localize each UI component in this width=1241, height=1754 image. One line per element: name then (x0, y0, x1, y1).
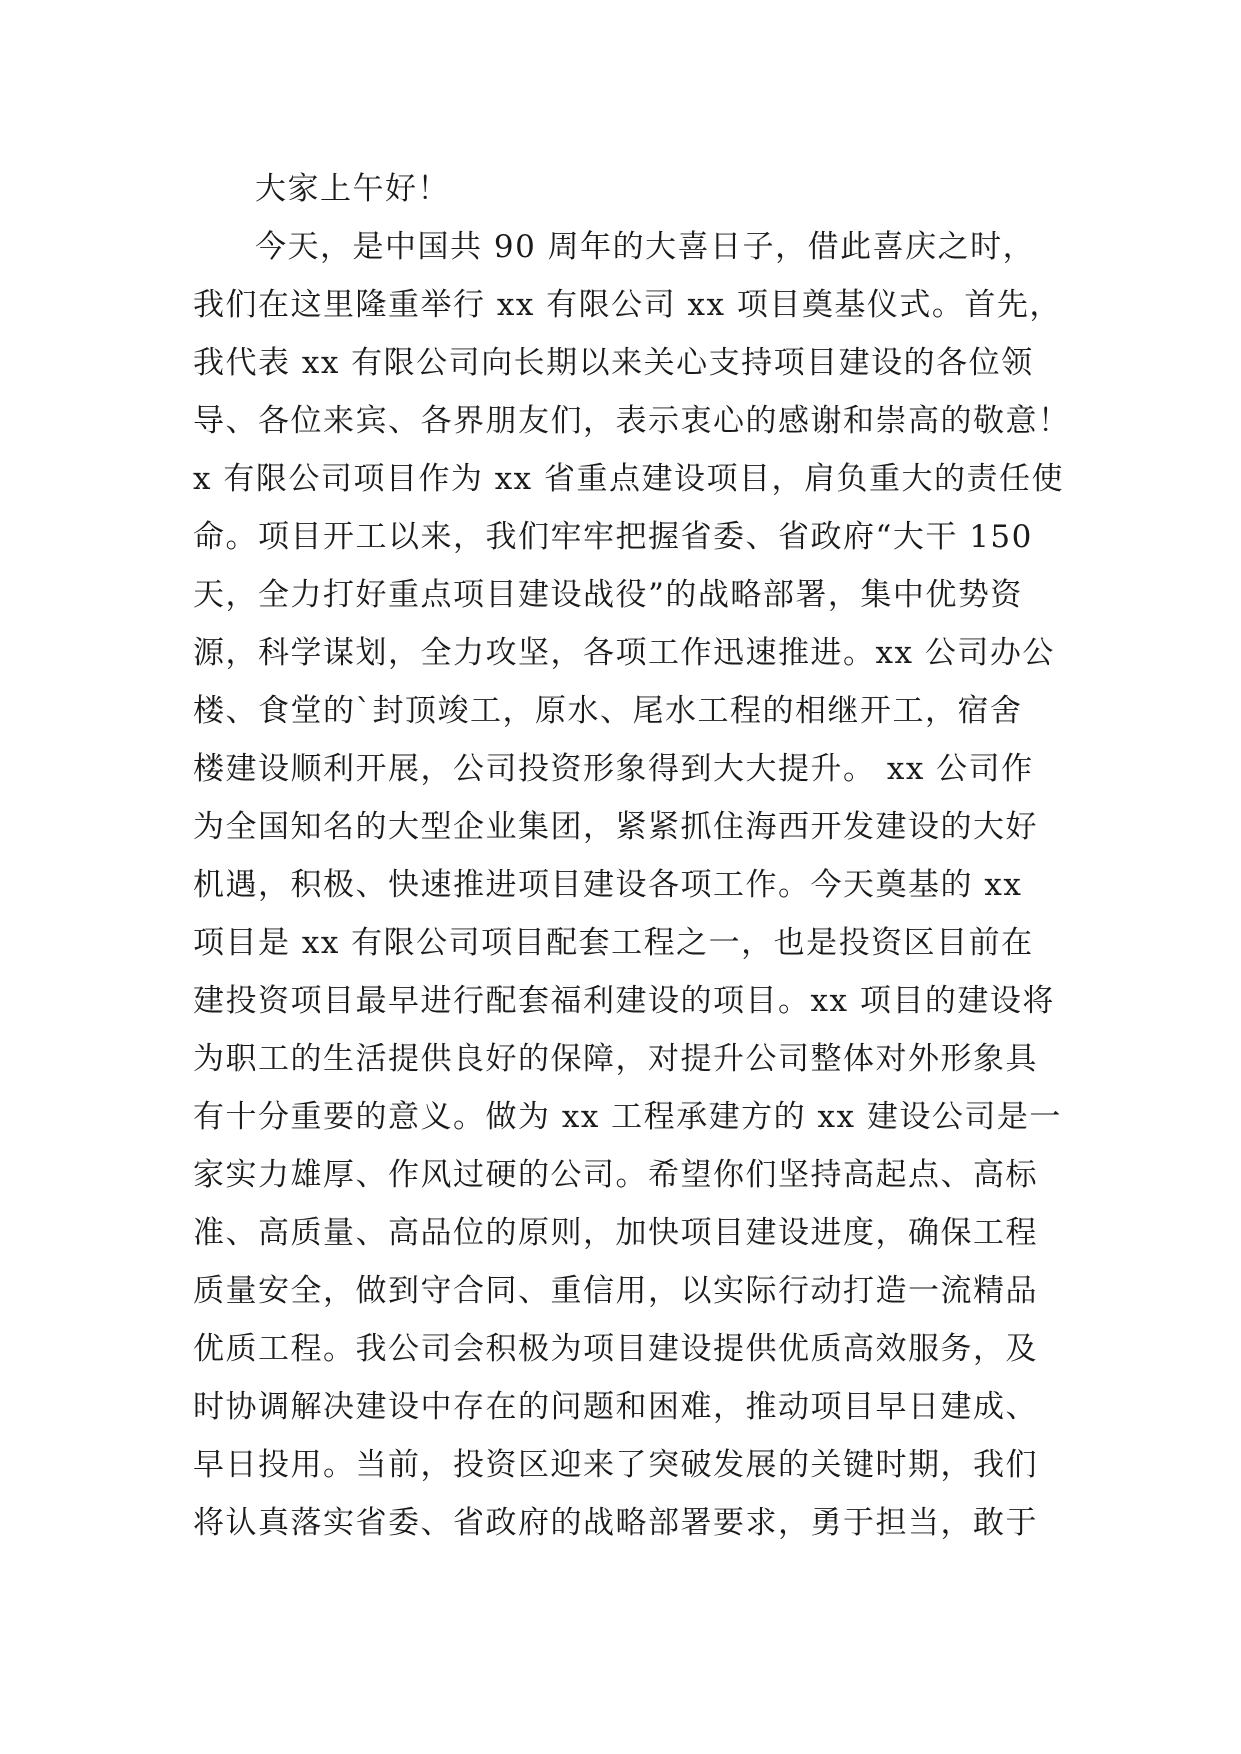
text-line: 项目是 xx 有限公司项目配套工程之一，也是投资区目前在 (193, 925, 1034, 961)
text-line: 优质工程。我公司会积极为项目建设提供优质高效服务，及 (193, 1331, 1038, 1367)
text-line: 机遇，积极、快速推进项目建设各项工作。今天奠基的 xx (193, 867, 1023, 903)
text-line: 时协调解决建设中存在的问题和困难，推动项目早日建成、 (193, 1389, 1038, 1425)
text-line: 建投资项目最早进行配套福利建设的项目。xx 项目的建设将 (193, 983, 1055, 1019)
text-line: 早日投用。当前，投资区迎来了突破发展的关键时期，我们 (193, 1447, 1038, 1483)
text-line: 为全国知名的大型企业集团，紧紧抓住海西开发建设的大好 (193, 809, 1038, 845)
text-line: 楼、食堂的`封顶竣工，原水、尾水工程的相继开工，宿舍 (193, 693, 1023, 729)
text-line: 准、高质量、高品位的原则，加快项目建设进度，确保工程 (193, 1215, 1038, 1251)
text-line: 有十分重要的意义。做为 xx 工程承建方的 xx 建设公司是一 (193, 1099, 1062, 1135)
text-line: 将认真落实省委、省政府的战略部署要求，勇于担当，敢于 (193, 1505, 1038, 1541)
text-line: 今天，是中国共 90 周年的大喜日子，借此喜庆之时， (255, 229, 1036, 265)
text-line: 为职工的生活提供良好的保障，对提升公司整体对外形象具 (193, 1041, 1038, 1077)
text-line: 我们在这里隆重举行 xx 有限公司 xx 项目奠基仪式。首先， (193, 287, 1062, 323)
text-line: 源，科学谋划，全力攻坚，各项工作迅速推进。xx 公司办公 (193, 635, 1055, 671)
text-line: 天，全力打好重点项目建设战役”的战略部署，集中优势资 (193, 577, 1023, 613)
text-line: 我代表 xx 有限公司向长期以来关心支持项目建设的各位领 (193, 345, 1034, 381)
text-line: 质量安全，做到守合同、重信用，以实际行动打造一流精品 (193, 1273, 1038, 1309)
text-line: 家实力雄厚、作风过硬的公司。希望你们坚持高起点、高标 (193, 1157, 1038, 1193)
greeting-line: 大家上午好！ (255, 171, 450, 207)
text-line: 命。项目开工以来，我们牢牢把握省委、省政府“大干 150 (193, 519, 1033, 555)
text-line: 导、各位来宾、各界朋友们，表示衷心的感谢和崇高的敬意！ (193, 403, 1071, 439)
text-line: x 有限公司项目作为 xx 省重点建设项目，肩负重大的责任使 (193, 461, 1065, 497)
speech-body (193, 160, 1073, 1552)
text-line: 楼建设顺利开展，公司投资形象得到大大提升。 xx 公司作 (193, 751, 1034, 787)
